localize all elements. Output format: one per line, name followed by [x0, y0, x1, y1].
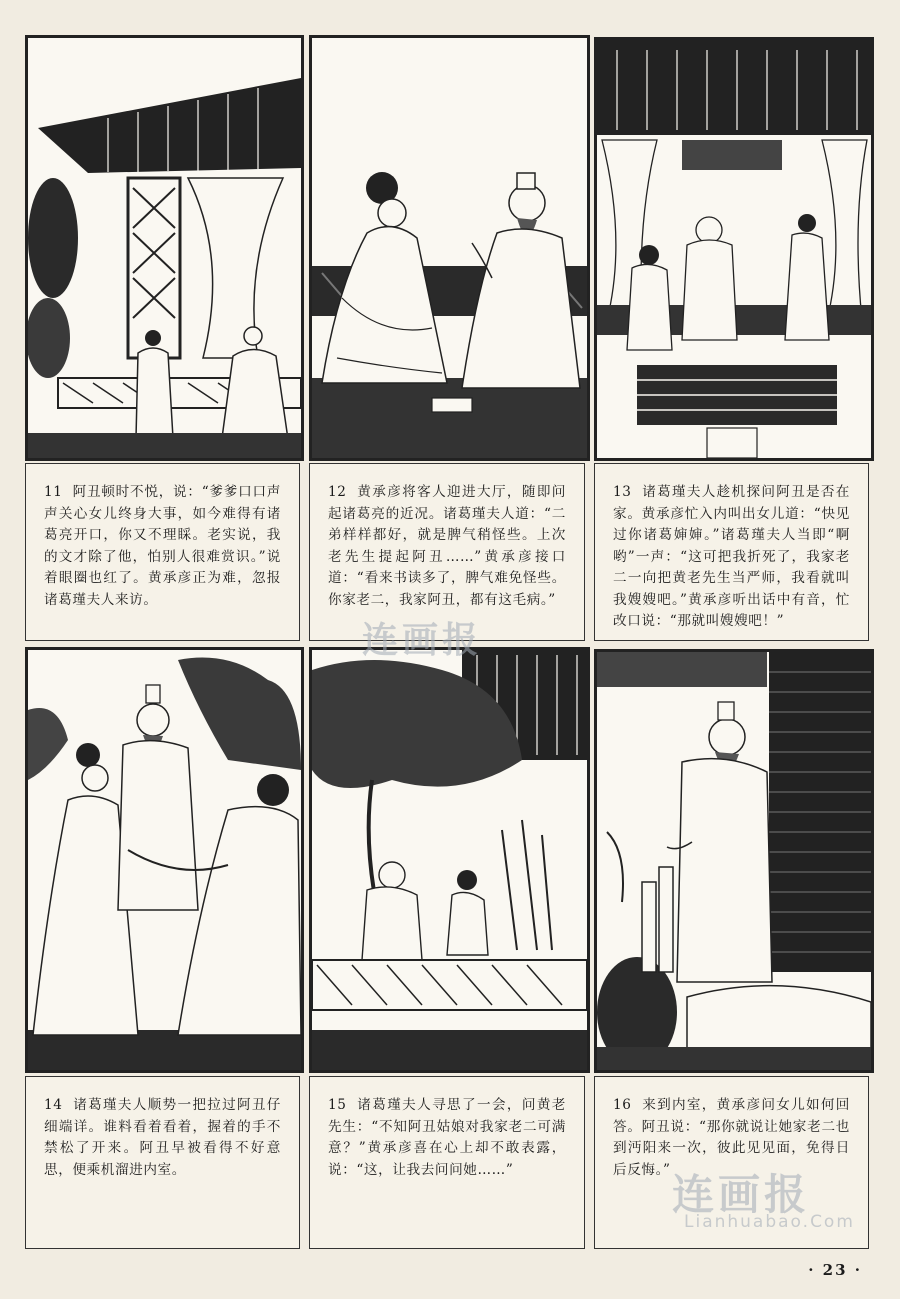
caption-text: 阿丑顿时不悦，说：“爹爹口口声声关心女儿终身大事，如今难得有诸葛亮开口，你又不理睬。老实说，我的文才除了他，怕别人很难赏识。”说着眼圈也红了。黄承彦正为难，忽报诸葛瑾夫人来访。 — [44, 484, 281, 608]
terrace-meeting-drawing — [597, 40, 871, 458]
garden-greeting-drawing — [28, 650, 301, 1070]
watermark-bottom: 连画报 — [672, 1170, 811, 1219]
panel-15-caption — [309, 1076, 585, 1249]
panel-11-illustration — [25, 35, 304, 461]
panel-number: 11 — [44, 484, 63, 500]
panel-16-illustration — [594, 649, 874, 1073]
panel-11-caption — [25, 463, 300, 641]
hall-conversation-drawing — [312, 38, 587, 458]
panel-number: 14 — [44, 1097, 63, 1113]
panel-12-illustration — [309, 35, 590, 461]
panel-13-illustration — [594, 37, 874, 461]
panel-13-caption — [594, 463, 869, 641]
panel-number: 16 — [613, 1097, 632, 1113]
page-number: · 23 · — [808, 1261, 862, 1279]
panel-number: 13 — [613, 484, 632, 500]
caption-text: 诸葛瑾夫人趁机探问阿丑是否在家。黄承彦忙入内叫出女儿道：“快见过你诸葛婶婶。”诸葛瑾夫人当即“啊哟”一声：“这可把我折死了，我家老二一向把黄老先生当严师，我看就叫我嫂嫂吧。”黄承彦听出话中有音，忙改口说：“那就叫嫂嫂吧！” — [613, 484, 850, 629]
panel-14-illustration — [25, 647, 304, 1073]
caption-text: 来到内室，黄承彦问女儿如何回答。阿丑说：“那你就说让她家老二也到沔阳来一次，彼此见见面，免得日后反悔。” — [613, 1097, 850, 1178]
pavilion-scene-drawing — [28, 38, 301, 458]
inner-room-drawing — [597, 652, 871, 1070]
watermark-top: 连画报 — [362, 620, 483, 661]
watermark-url: Lianhuabao.Com — [684, 1212, 855, 1232]
caption-text: 黄承彦将客人迎进大厅，随即问起诸葛亮的近况。诸葛瑾夫人道：“二弟样样都好，就是脾气稍怪些。上次老先生提起阿丑……”黄承彦接口道：“看来书读多了，脾气难免怪些。你家老二，我家阿丑，都有这毛病。” — [328, 484, 566, 608]
caption-text: 诸葛瑾夫人寻思了一会，问黄老先生：“不知阿丑姑娘对我家老二可满意？”黄承彦喜在心上却不敢表露，说：“这，让我去问问她……” — [328, 1097, 566, 1178]
panel-15-illustration — [309, 647, 590, 1073]
panel-14-caption — [25, 1076, 300, 1249]
caption-text: 诸葛瑾夫人顺势一把拉过阿丑仔细端详。谁料看着看着，握着的手不禁松了开来。阿丑早被看得不好意思，便乘机溜进内室。 — [44, 1097, 281, 1178]
panel-number: 15 — [328, 1097, 347, 1113]
panel-number: 12 — [328, 484, 347, 500]
courtyard-tree-drawing — [312, 650, 587, 1070]
